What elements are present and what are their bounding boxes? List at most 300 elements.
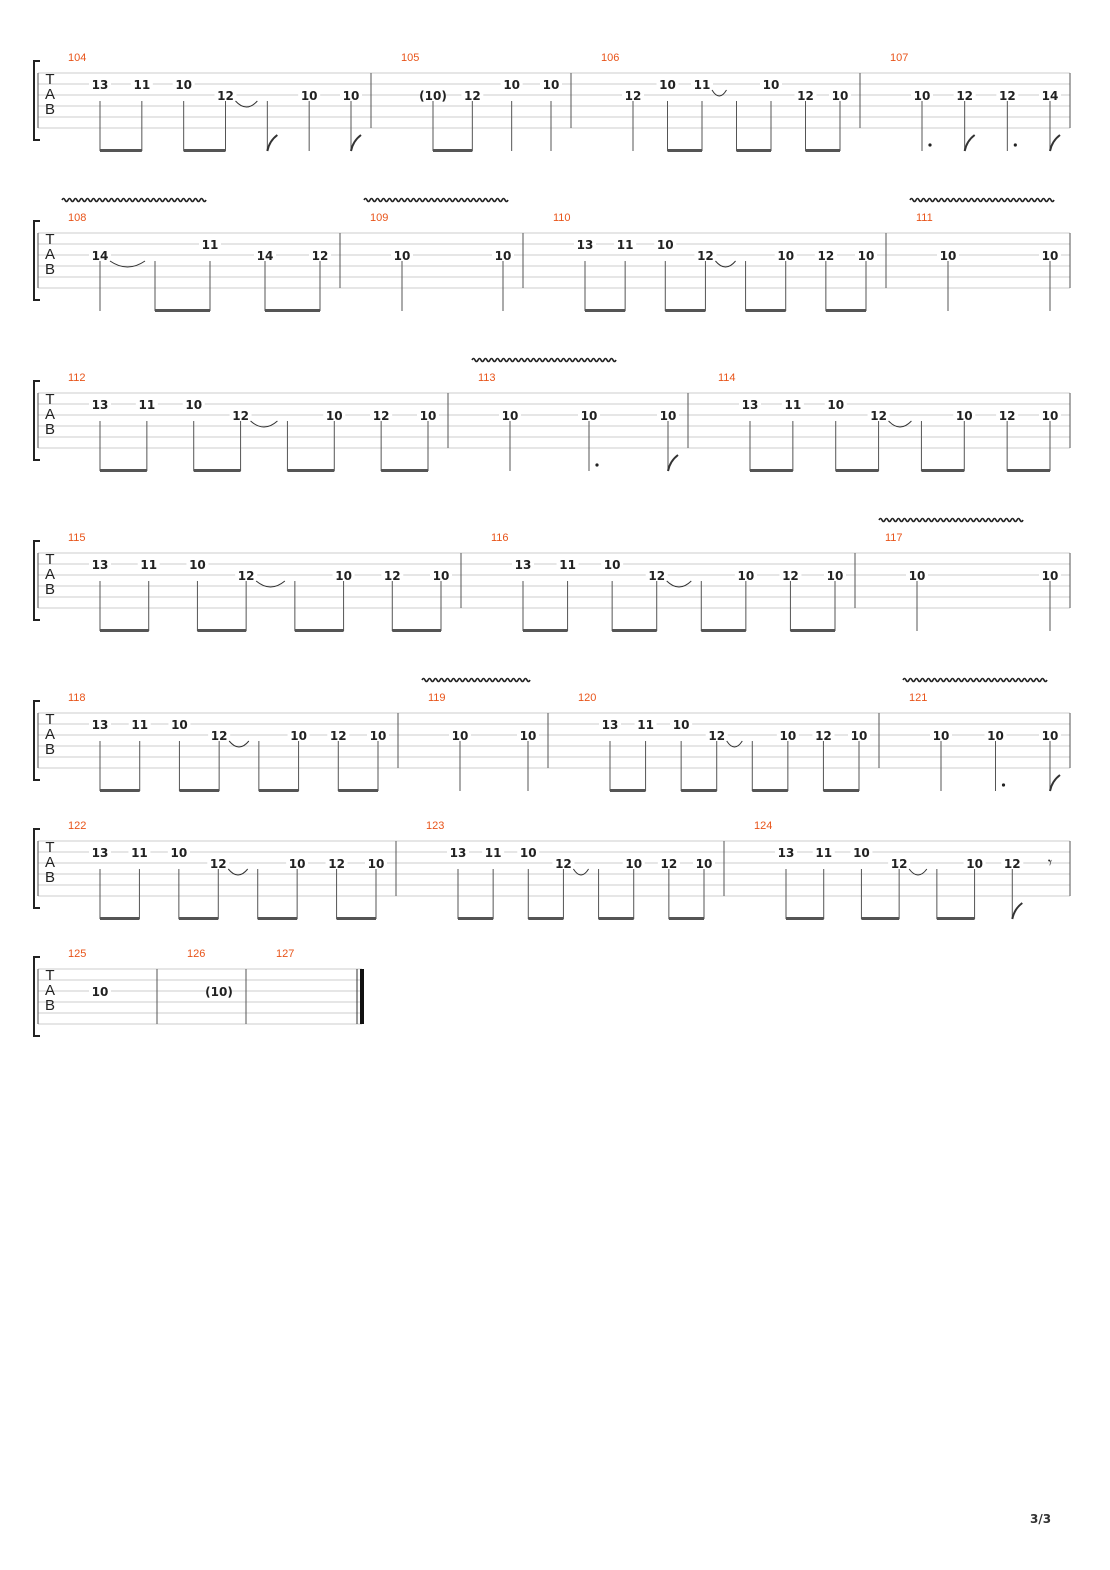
fret-number: 10 — [367, 857, 385, 871]
note — [89, 398, 111, 471]
measure-104 — [68, 52, 362, 152]
fret-number: 12 — [210, 729, 228, 743]
fret-number: 12 — [817, 249, 835, 263]
fret-number: 10 — [850, 729, 868, 743]
measure-number: 105 — [401, 52, 420, 64]
note — [1039, 409, 1061, 471]
note — [417, 409, 439, 471]
measure-124 — [754, 820, 1052, 920]
fret-number: 12 — [660, 857, 678, 871]
fret-number: 10 — [519, 729, 537, 743]
fret-number: 11 — [637, 718, 654, 732]
tab-clef-letter: T — [45, 711, 55, 728]
note — [964, 857, 986, 919]
beam — [790, 629, 835, 632]
fret-number: 13 — [91, 846, 109, 860]
fret-number: 11 — [693, 78, 711, 92]
fret-number: 10 — [932, 729, 950, 743]
tab-clef-letter: T — [45, 839, 55, 856]
note — [848, 729, 870, 791]
beam — [433, 149, 472, 152]
note — [340, 89, 362, 151]
note — [381, 569, 403, 631]
fret-number: 13 — [576, 238, 594, 252]
beam — [155, 309, 210, 312]
note — [574, 238, 596, 311]
beam — [392, 629, 441, 632]
note — [694, 249, 735, 311]
fret-number: 10 — [1041, 409, 1059, 423]
note — [850, 846, 872, 919]
flag — [668, 455, 678, 471]
beam — [612, 629, 657, 632]
note — [205, 985, 233, 999]
note — [138, 558, 160, 631]
note — [1039, 249, 1061, 311]
fret-number: 14 — [1041, 89, 1059, 103]
final-barline-thick — [360, 969, 364, 1024]
fret-number: 10 — [603, 558, 621, 572]
fret-number: 10 — [777, 249, 795, 263]
measure-120 — [578, 692, 870, 792]
measure-number: 109 — [370, 212, 389, 224]
fret-number: 10 — [1041, 569, 1059, 583]
beam — [179, 789, 219, 792]
tab-clef-letter: B — [44, 581, 56, 598]
beam — [381, 469, 428, 472]
measure-number: 113 — [478, 372, 496, 384]
note — [775, 249, 797, 311]
note — [129, 718, 151, 791]
note — [739, 398, 761, 471]
note — [430, 569, 452, 631]
note — [1048, 853, 1052, 872]
note — [691, 78, 727, 151]
measure-112 — [68, 372, 439, 472]
fret-number: 11 — [559, 558, 576, 572]
measure-number: 127 — [276, 948, 295, 960]
fret-number: 13 — [601, 718, 619, 732]
measure-number: 120 — [578, 692, 597, 704]
measure-number: 110 — [553, 212, 571, 224]
augmentation-dot — [1014, 143, 1017, 146]
note — [89, 985, 111, 999]
measure-number: 122 — [68, 820, 87, 832]
note — [825, 398, 847, 471]
fret-number: 11 — [138, 398, 156, 412]
fret-number: 10 — [170, 846, 188, 860]
fret-number: 10 — [656, 238, 674, 252]
beam — [528, 917, 563, 920]
tab-clef-letter: B — [44, 869, 56, 886]
beam — [599, 917, 634, 920]
flag — [267, 135, 277, 151]
note — [186, 558, 208, 631]
fret-number: 12 — [890, 857, 908, 871]
note — [760, 78, 782, 151]
beam — [100, 917, 139, 920]
fret-number: 12 — [328, 857, 345, 871]
fret-number: 10 — [853, 846, 870, 860]
note — [706, 729, 743, 791]
note — [131, 78, 153, 151]
beam — [665, 309, 705, 312]
note — [333, 569, 355, 631]
fret-number: 12 — [372, 409, 390, 423]
tab-clef-letter: B — [44, 997, 56, 1014]
note — [309, 249, 331, 311]
tab-clef-letter: A — [44, 854, 56, 871]
note — [1039, 89, 1061, 151]
note — [1001, 857, 1023, 919]
beam — [287, 469, 334, 472]
fret-number: 12 — [463, 89, 481, 103]
fret-number: 10 — [625, 857, 643, 871]
fret-number: 10 — [393, 249, 411, 263]
fret-number: 11 — [784, 398, 802, 412]
fret-number: 10 — [737, 569, 755, 583]
measure-122 — [68, 820, 387, 920]
note — [168, 718, 190, 791]
note — [657, 78, 679, 151]
note — [578, 409, 600, 471]
beam — [179, 917, 218, 920]
measure-127 — [276, 948, 294, 960]
fret-number: 13 — [741, 398, 759, 412]
beam — [746, 309, 786, 312]
beam — [737, 149, 772, 152]
beam — [786, 917, 824, 920]
eighth-rest: 𝄾 — [1047, 853, 1053, 872]
note — [906, 569, 928, 631]
fret-number: 10 — [762, 78, 780, 92]
fret-number: 10 — [185, 398, 203, 412]
tab-system — [34, 820, 1070, 920]
beam — [523, 629, 568, 632]
note — [815, 249, 837, 311]
tab-system — [34, 359, 1070, 473]
tab-clef-letter: T — [45, 231, 55, 248]
note — [954, 89, 976, 151]
beam — [585, 309, 625, 312]
fret-number: 10 — [519, 846, 537, 860]
note — [168, 846, 190, 919]
augmentation-dot — [595, 463, 598, 466]
tab-system — [34, 679, 1070, 793]
measure-number: 107 — [890, 52, 909, 64]
note — [985, 729, 1007, 791]
tab-system — [34, 199, 1070, 313]
fret-number: 10 — [1041, 249, 1059, 263]
fret-number: 13 — [91, 718, 109, 732]
note — [512, 558, 534, 631]
beam — [750, 469, 793, 472]
note — [777, 729, 799, 791]
tab-clef-letter: A — [44, 726, 56, 743]
note — [89, 718, 111, 791]
fret-number: (10) — [205, 985, 233, 999]
measure-number: 123 — [426, 820, 445, 832]
measure-number: 115 — [68, 532, 86, 544]
note — [996, 409, 1018, 471]
note — [623, 857, 645, 919]
note — [599, 718, 621, 791]
note — [501, 78, 523, 151]
beam — [265, 309, 320, 312]
note — [888, 857, 927, 919]
fret-number: 10 — [501, 409, 519, 423]
tab-clef-letter: T — [45, 71, 55, 88]
fret-number: 12 — [797, 89, 814, 103]
fret-number: 10 — [325, 409, 343, 423]
fret-number: 10 — [369, 729, 387, 743]
fret-number: 10 — [827, 398, 845, 412]
note — [199, 238, 221, 311]
fret-number: 10 — [857, 249, 875, 263]
fret-number: 12 — [232, 409, 249, 423]
fret-number: 11 — [616, 238, 634, 252]
tab-clef-letter: T — [45, 967, 55, 984]
note — [492, 249, 514, 311]
note — [230, 409, 278, 471]
note — [391, 249, 413, 311]
note — [693, 857, 715, 919]
fret-number: 12 — [998, 89, 1016, 103]
beam — [458, 917, 493, 920]
vibrato-mark — [910, 199, 1054, 202]
note — [89, 846, 111, 919]
note — [996, 89, 1018, 151]
note — [367, 729, 389, 791]
beam — [668, 149, 703, 152]
vibrato-mark — [903, 679, 1047, 682]
measure-114 — [718, 372, 1061, 472]
fret-number: 10 — [189, 558, 206, 572]
measure-105 — [401, 52, 562, 152]
fret-number: 11 — [815, 846, 833, 860]
fret-number: 10 — [335, 569, 352, 583]
note — [775, 846, 797, 919]
note — [183, 398, 205, 471]
vibrato-mark — [62, 199, 206, 202]
note — [461, 89, 483, 151]
note — [646, 569, 692, 631]
tab-clef-letter: T — [45, 391, 55, 408]
flag — [965, 135, 975, 151]
note — [614, 238, 636, 311]
fret-number: 13 — [514, 558, 532, 572]
fret-number: 10 — [175, 78, 193, 92]
note — [89, 78, 111, 151]
fret-number: 12 — [648, 569, 666, 583]
fret-number: 11 — [484, 846, 502, 860]
beam — [823, 789, 859, 792]
note — [482, 846, 504, 919]
note — [327, 729, 349, 791]
vibrato-mark — [364, 199, 508, 202]
note — [207, 857, 247, 919]
page-number: 3/3 — [1030, 1512, 1052, 1526]
beam — [194, 469, 241, 472]
measure-number: 114 — [718, 372, 736, 384]
note — [89, 558, 111, 631]
note — [1039, 729, 1061, 791]
fret-number: 11 — [140, 558, 158, 572]
beam — [752, 789, 788, 792]
note — [517, 729, 539, 791]
fret-number: 10 — [955, 409, 973, 423]
note — [89, 249, 145, 311]
augmentation-dot — [928, 143, 931, 146]
beam — [259, 789, 299, 792]
fret-number: 10 — [831, 89, 849, 103]
fret-number: 10 — [300, 89, 318, 103]
note — [782, 398, 804, 471]
fret-number: 12 — [217, 89, 234, 103]
note — [286, 857, 308, 919]
measure-number: 112 — [68, 372, 86, 384]
flag — [1050, 775, 1060, 791]
beam — [806, 149, 841, 152]
beam — [937, 917, 975, 920]
note — [937, 249, 959, 311]
flag — [1012, 903, 1022, 919]
note — [540, 78, 562, 151]
note — [601, 558, 623, 631]
measure-115 — [68, 532, 452, 632]
tab-clef-letter: B — [44, 741, 56, 758]
fret-number: 14 — [91, 249, 109, 263]
beam — [861, 917, 899, 920]
fret-number: 10 — [966, 857, 983, 871]
note — [517, 846, 539, 919]
flag — [351, 135, 361, 151]
measure-number: 118 — [68, 692, 86, 704]
measure-number: 111 — [916, 212, 933, 224]
fret-number: 10 — [290, 729, 307, 743]
fret-number: 12 — [624, 89, 642, 103]
fret-number: 10 — [987, 729, 1004, 743]
fret-number: 10 — [913, 89, 931, 103]
fret-number: 10 — [695, 857, 713, 871]
measure-number: 106 — [601, 52, 620, 64]
measure-number: 119 — [428, 692, 446, 704]
fret-number: 11 — [131, 718, 149, 732]
note — [499, 409, 521, 471]
note — [419, 89, 447, 151]
beam — [836, 469, 879, 472]
fret-number: 10 — [503, 78, 521, 92]
fret-number: 10 — [659, 409, 677, 423]
fret-number: 13 — [449, 846, 467, 860]
note — [557, 558, 579, 631]
beam — [1007, 469, 1050, 472]
note — [267, 101, 277, 151]
measure-123 — [426, 820, 715, 920]
beam — [100, 469, 147, 472]
beam — [610, 789, 646, 792]
note — [855, 249, 877, 311]
tab-clef-letter: A — [44, 86, 56, 103]
note — [215, 89, 258, 151]
note — [365, 857, 387, 919]
measure-number: 126 — [187, 948, 206, 960]
beam — [197, 629, 246, 632]
fret-number: 12 — [697, 249, 714, 263]
note — [326, 857, 348, 919]
beam — [258, 917, 297, 920]
fret-number: 11 — [133, 78, 151, 92]
note — [208, 729, 249, 791]
fret-number: 13 — [91, 78, 109, 92]
fret-number: 10 — [1041, 729, 1059, 743]
note — [298, 89, 320, 151]
fret-number: 12 — [555, 857, 572, 871]
fret-number: 12 — [708, 729, 726, 743]
note — [824, 569, 846, 631]
note — [254, 249, 276, 311]
fret-number: 10 — [342, 89, 360, 103]
tab-system — [34, 52, 1070, 152]
fret-number: 10 — [451, 729, 469, 743]
fret-number: 10 — [826, 569, 844, 583]
fret-number: 10 — [419, 409, 437, 423]
measure-107 — [890, 52, 1061, 151]
fret-number: 10 — [288, 857, 306, 871]
beam — [100, 789, 140, 792]
measure-116 — [491, 532, 846, 632]
beam — [100, 149, 142, 152]
fret-number: 14 — [256, 249, 274, 263]
fret-number: (10) — [419, 89, 447, 103]
note — [654, 238, 676, 311]
tab-clef-letter: A — [44, 566, 56, 583]
beam — [338, 789, 378, 792]
measure-number: 117 — [885, 532, 903, 544]
beam — [184, 149, 226, 152]
tab-system — [34, 519, 1070, 633]
vibrato-mark — [879, 519, 1023, 522]
fret-number: 12 — [1003, 857, 1021, 871]
beam — [681, 789, 717, 792]
beam — [669, 917, 704, 920]
note — [449, 729, 471, 791]
beam — [701, 629, 746, 632]
note — [812, 729, 834, 791]
vibrato-mark — [472, 359, 616, 362]
vibrato-mark — [422, 679, 530, 682]
note — [735, 569, 757, 631]
fret-number: 10 — [542, 78, 560, 92]
note — [622, 89, 644, 151]
tab-clef-letter: A — [44, 982, 56, 999]
measure-number: 116 — [491, 532, 509, 544]
note — [1039, 569, 1061, 631]
fret-number: 10 — [779, 729, 797, 743]
fret-number: 12 — [782, 569, 799, 583]
measure-118 — [68, 692, 389, 792]
fret-number: 11 — [201, 238, 219, 252]
tab-clef-letter: B — [44, 261, 56, 278]
fret-number: 10 — [939, 249, 957, 263]
note — [829, 89, 851, 151]
note — [795, 89, 817, 151]
fret-number: 11 — [131, 846, 148, 860]
tab-clef-letter: A — [44, 406, 56, 423]
fret-number: 12 — [311, 249, 329, 263]
fret-number: 12 — [329, 729, 347, 743]
fret-number: 10 — [672, 718, 690, 732]
